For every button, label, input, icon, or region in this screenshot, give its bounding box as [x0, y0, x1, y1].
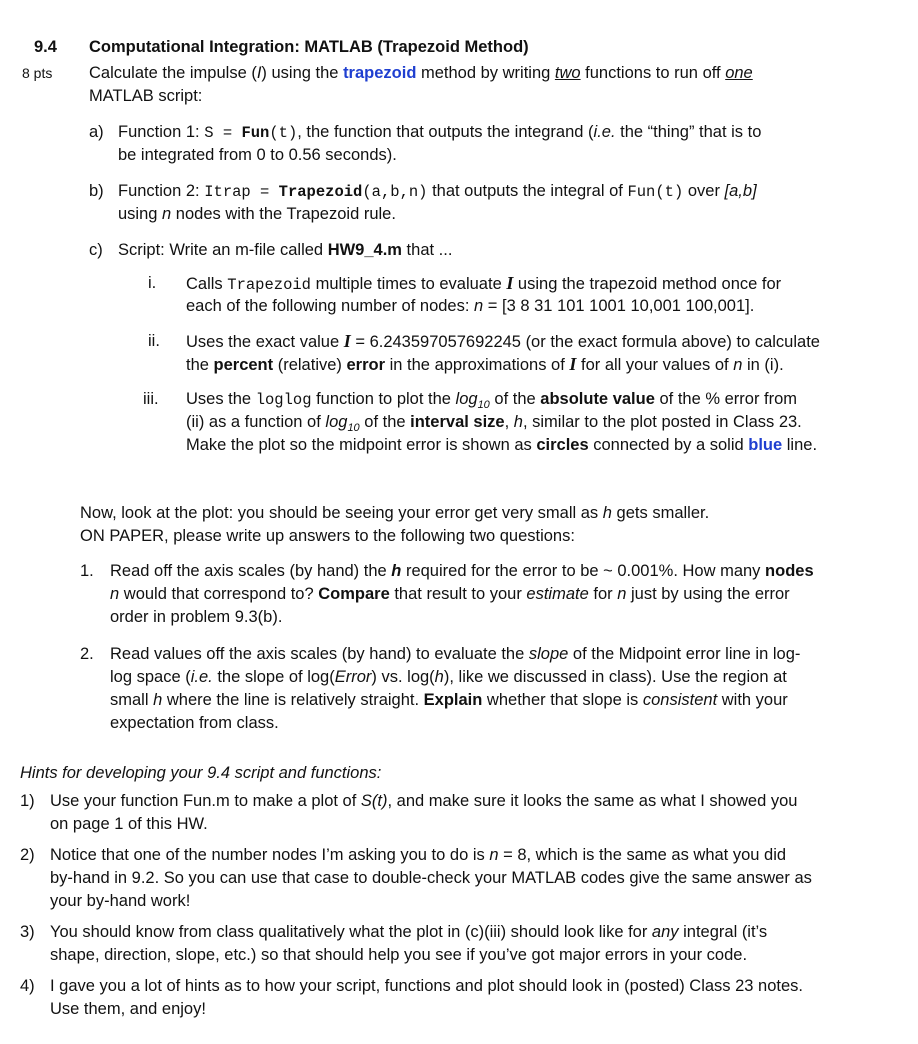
subitem-i-label: i.	[148, 274, 157, 292]
question-2-line-2: log space (i.e. the slope of log(Error) vs. log(h), like we discussed in class). Use the region at	[110, 668, 787, 686]
question-2-line-1: Read values off the axis scales (by hand) to evaluate the slope of the Midpoint error line in log-	[110, 645, 801, 663]
hint-2-line-3: your by-hand work!	[50, 892, 191, 910]
part-b-line-2: using n nodes with the Trapezoid rule.	[118, 205, 396, 223]
subitem-ii-line-2: the percent (relative) error in the approximations of I for all your values of n in (i).	[186, 354, 784, 374]
hint-3-line-2: shape, direction, slope, etc.) so that should help you see if you’ve got major errors in your code.	[50, 946, 748, 964]
question-2-label: 2.	[80, 645, 94, 663]
hint-4-line-1: I gave you a lot of hints as to how your script, functions and plot should look in (posted) Class 23 notes.	[50, 977, 804, 995]
intro-line-1: Calculate the impulse (I) using the trapezoid method by writing two functions to run off one	[89, 64, 753, 82]
question-1-line-1: Read off the axis scales (by hand) the h required for the error to be ~ 0.001%. How many nodes	[110, 562, 814, 580]
hints-title: Hints for developing your 9.4 script and functions:	[20, 764, 382, 782]
problem-points: 8 pts	[22, 65, 53, 81]
subitem-iii-label: iii.	[143, 390, 159, 408]
part-a-line-1: Function 1: S = Fun(t), the function that outputs the integrand (i.e. the “thing” that is to	[118, 123, 762, 142]
hint-2-label: 2)	[20, 846, 35, 864]
hint-4-line-2: Use them, and enjoy!	[50, 1000, 206, 1018]
part-a-line-2: be integrated from 0 to 0.56 seconds).	[118, 146, 397, 164]
subitem-i-line-2: each of the following number of nodes: n = [3 8 31 101 1001 10,001 100,001].	[186, 297, 755, 315]
hint-1-line-1: Use your function Fun.m to make a plot of S(t), and make sure it looks the same as what I showed you	[50, 792, 798, 810]
part-c-line-1: Script: Write an m-file called HW9_4.m that ...	[118, 241, 453, 259]
problem-number: 9.4	[34, 38, 57, 56]
now-line-1: Now, look at the plot: you should be seeing your error get very small as h gets smaller.	[80, 504, 710, 522]
now-line-2: ON PAPER, please write up answers to the following two questions:	[80, 527, 575, 545]
hint-2-line-2: by-hand in 9.2. So you can use that case to double-check your MATLAB codes give the same answer as	[50, 869, 812, 887]
subitem-iii-line-3: Make the plot so the midpoint error is shown as circles connected by a solid blue line.	[186, 436, 818, 454]
subitem-ii-line-1: Uses the exact value I = 6.243597057692245 (or the exact formula above) to calculate	[186, 331, 820, 351]
part-c-label: c)	[89, 241, 103, 259]
question-1-label: 1.	[80, 562, 94, 580]
hint-1-line-2: on page 1 of this HW.	[50, 815, 208, 833]
subitem-i-line-1: Calls Trapezoid multiple times to evaluate I using the trapezoid method once for	[186, 273, 782, 294]
question-2-line-4: expectation from class.	[110, 714, 279, 732]
question-1-line-2: n would that correspond to? Compare that result to your estimate for n just by using the error	[110, 585, 790, 603]
intro-line-2: MATLAB script:	[89, 87, 203, 105]
hint-2-line-1: Notice that one of the number nodes I’m asking you to do is n = 8, which is the same as what you did	[50, 846, 787, 864]
subitem-iii-line-2: (ii) as a function of $\log_{10}$ of the interval size, h, similar to the plot posted in Class 23.	[186, 413, 802, 434]
part-b-label: b)	[89, 182, 104, 200]
hint-1-label: 1)	[20, 792, 35, 810]
subitem-ii-label: ii.	[148, 332, 160, 350]
problem-title: Computational Integration: MATLAB (Trapezoid Method)	[89, 38, 529, 56]
hint-3-line-1: You should know from class qualitatively what the plot in (c)(iii) should look like for any integral (it’s	[50, 923, 768, 941]
subitem-iii-line-1: Uses the loglog function to plot the $\log_{10}$ of the absolute value of the % error from	[186, 390, 798, 411]
hint-3-label: 3)	[20, 923, 35, 941]
part-a-label: a)	[89, 123, 104, 141]
question-2-line-3: small h where the line is relatively straight. Explain whether that slope is consistent with your	[110, 691, 788, 709]
part-b-line-1: Function 2: Itrap = Trapezoid(a,b,n) that outputs the integral of Fun(t) over [a,b]	[118, 182, 757, 201]
question-1-line-3: order in problem 9.3(b).	[110, 608, 283, 626]
hint-4-label: 4)	[20, 977, 35, 995]
